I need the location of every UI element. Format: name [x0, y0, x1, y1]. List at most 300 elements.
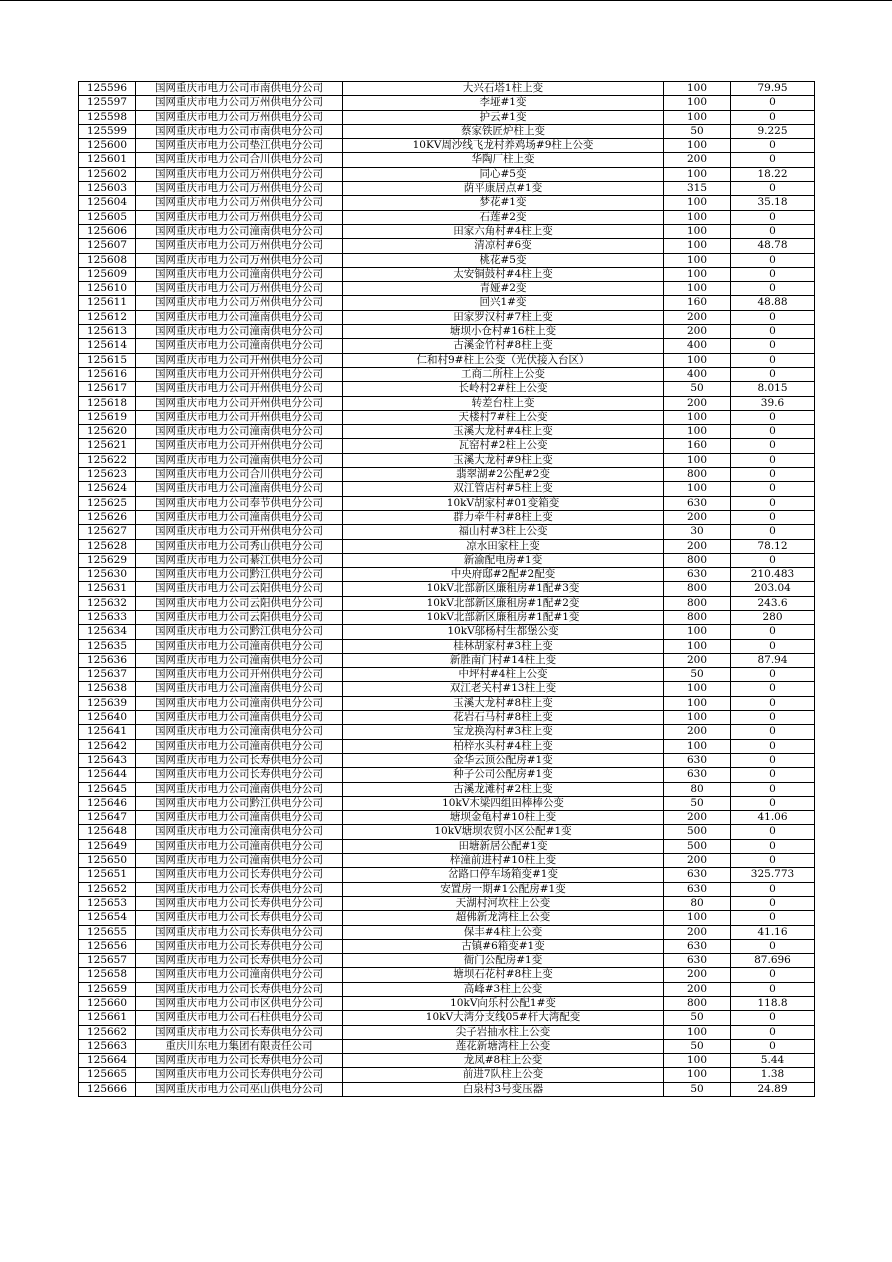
table-row [79, 96, 815, 110]
company-cell: 国网重庆市电力公司开州供电分公司 [136, 525, 343, 539]
load-cell: 243.6 [731, 596, 815, 610]
load-cell: 79.95 [731, 82, 815, 96]
transformer-name-cell: 花岩石马村#8柱上变 [343, 711, 664, 725]
table-row [79, 267, 815, 281]
company-cell: 国网重庆市电力公司黔江供电分公司 [136, 796, 343, 810]
company-cell: 国网重庆市电力公司潼南供电分公司 [136, 811, 343, 825]
capacity-cell: 100 [664, 210, 731, 224]
load-cell: 280 [731, 610, 815, 624]
capacity-cell: 630 [664, 568, 731, 582]
table-row [79, 282, 815, 296]
capacity-cell: 50 [664, 1011, 731, 1025]
table-row [79, 625, 815, 639]
transformer-name-cell: 10kV邬杨村生都堡公变 [343, 625, 664, 639]
id-cell: 125664 [79, 1054, 136, 1068]
transformer-name-cell: 福山村#3柱上公变 [343, 525, 664, 539]
id-cell: 125662 [79, 1025, 136, 1039]
transformer-name-cell: 护云#1变 [343, 110, 664, 124]
id-cell: 125641 [79, 725, 136, 739]
transformer-name-cell: 塘坝金龟村#10柱上变 [343, 811, 664, 825]
capacity-cell: 500 [664, 825, 731, 839]
id-cell: 125614 [79, 339, 136, 353]
company-cell: 国网重庆市电力公司万州供电分公司 [136, 253, 343, 267]
company-cell: 国网重庆市电力公司开州供电分公司 [136, 439, 343, 453]
company-cell: 国网重庆市电力公司万州供电分公司 [136, 282, 343, 296]
company-cell: 国网重庆市电力公司万州供电分公司 [136, 196, 343, 210]
load-cell: 0 [731, 711, 815, 725]
transformer-name-cell: 李垭#1变 [343, 96, 664, 110]
table-row [79, 310, 815, 324]
load-cell: 0 [731, 625, 815, 639]
load-cell: 0 [731, 139, 815, 153]
id-cell: 125600 [79, 139, 136, 153]
load-cell: 0 [731, 982, 815, 996]
table-row [79, 911, 815, 925]
table-row [79, 768, 815, 782]
capacity-cell: 200 [664, 510, 731, 524]
table-row [79, 868, 815, 882]
id-cell: 125603 [79, 182, 136, 196]
capacity-cell: 100 [664, 639, 731, 653]
capacity-cell: 630 [664, 496, 731, 510]
load-cell: 39.6 [731, 396, 815, 410]
company-cell: 国网重庆市电力公司长寿供电分公司 [136, 896, 343, 910]
table-row [79, 553, 815, 567]
company-cell: 国网重庆市电力公司市南供电分公司 [136, 124, 343, 138]
load-cell: 0 [731, 668, 815, 682]
load-cell: 8.015 [731, 382, 815, 396]
id-cell: 125657 [79, 954, 136, 968]
capacity-cell: 400 [664, 367, 731, 381]
transformer-name-cell: 蔡家铁匠炉柱上变 [343, 124, 664, 138]
load-cell: 0 [731, 153, 815, 167]
load-cell: 0 [731, 739, 815, 753]
load-cell: 0 [731, 310, 815, 324]
load-cell: 203.04 [731, 582, 815, 596]
table-row [79, 339, 815, 353]
id-cell: 125666 [79, 1082, 136, 1096]
id-cell: 125604 [79, 196, 136, 210]
capacity-cell: 100 [664, 96, 731, 110]
id-cell: 125622 [79, 453, 136, 467]
transformer-name-cell: 天楼村7#柱上公变 [343, 410, 664, 424]
transformer-name-cell: 10kV塘坝农贸小区公配#1变 [343, 825, 664, 839]
table-row [79, 610, 815, 624]
id-cell: 125608 [79, 253, 136, 267]
id-cell: 125633 [79, 610, 136, 624]
load-cell: 325.773 [731, 868, 815, 882]
load-cell: 0 [731, 496, 815, 510]
table-row [79, 925, 815, 939]
company-cell: 国网重庆市电力公司潼南供电分公司 [136, 310, 343, 324]
capacity-cell: 80 [664, 896, 731, 910]
transformer-name-cell: 种子公司公配房#1变 [343, 768, 664, 782]
transformer-name-cell: 岔路口停车场箱变#1变 [343, 868, 664, 882]
id-cell: 125624 [79, 482, 136, 496]
company-cell: 国网重庆市电力公司潼南供电分公司 [136, 682, 343, 696]
table-row [79, 1025, 815, 1039]
id-cell: 125640 [79, 711, 136, 725]
transformer-name-cell: 玉溪大龙村#4柱上变 [343, 425, 664, 439]
table-body [79, 82, 815, 1097]
id-cell: 125605 [79, 210, 136, 224]
capacity-cell: 800 [664, 596, 731, 610]
capacity-cell: 50 [664, 1082, 731, 1096]
transformer-name-cell: 群力牵牛村#8柱上变 [343, 510, 664, 524]
company-cell: 国网重庆市电力公司开州供电分公司 [136, 367, 343, 381]
capacity-cell: 100 [664, 682, 731, 696]
id-cell: 125617 [79, 382, 136, 396]
company-cell: 国网重庆市电力公司垫江供电分公司 [136, 139, 343, 153]
load-cell: 0 [731, 896, 815, 910]
transformer-name-cell: 白泉村3号变压器 [343, 1082, 664, 1096]
capacity-cell: 50 [664, 382, 731, 396]
id-cell: 125597 [79, 96, 136, 110]
transformer-name-cell: 10kV北部新区廉租房#1配#1变 [343, 610, 664, 624]
load-cell: 118.8 [731, 997, 815, 1011]
load-cell: 24.89 [731, 1082, 815, 1096]
company-cell: 国网重庆市电力公司石柱供电分公司 [136, 1011, 343, 1025]
transformer-name-cell: 10kV北部新区廉租房#1配#3变 [343, 582, 664, 596]
id-cell: 125618 [79, 396, 136, 410]
id-cell: 125625 [79, 496, 136, 510]
id-cell: 125609 [79, 267, 136, 281]
id-cell: 125631 [79, 582, 136, 596]
transformer-name-cell: 古镇#6箱变#1变 [343, 939, 664, 953]
id-cell: 125647 [79, 811, 136, 825]
capacity-cell: 400 [664, 339, 731, 353]
transformer-name-cell: 衙门公配房#1变 [343, 954, 664, 968]
id-cell: 125644 [79, 768, 136, 782]
capacity-cell: 200 [664, 325, 731, 339]
company-cell: 国网重庆市电力公司潼南供电分公司 [136, 725, 343, 739]
table-row [79, 796, 815, 810]
capacity-cell: 100 [664, 453, 731, 467]
table-row [79, 954, 815, 968]
table-row [79, 453, 815, 467]
load-cell: 0 [731, 753, 815, 767]
capacity-cell: 200 [664, 968, 731, 982]
load-cell: 0 [731, 253, 815, 267]
transformer-name-cell: 田家六角村#4柱上变 [343, 224, 664, 238]
table-row [79, 425, 815, 439]
load-cell: 0 [731, 696, 815, 710]
transformer-name-cell: 超佛新龙湾柱上公变 [343, 911, 664, 925]
id-cell: 125596 [79, 82, 136, 96]
capacity-cell: 100 [664, 1054, 731, 1068]
transformer-name-cell: 梓潼前进村#10柱上变 [343, 854, 664, 868]
company-cell: 国网重庆市电力公司合川供电分公司 [136, 468, 343, 482]
id-cell: 125636 [79, 653, 136, 667]
table-row [79, 811, 815, 825]
company-cell: 国网重庆市电力公司潼南供电分公司 [136, 854, 343, 868]
transformer-name-cell: 桃花#5变 [343, 253, 664, 267]
transformer-name-cell: 10kV木梁四组田棒棒公变 [343, 796, 664, 810]
capacity-cell: 315 [664, 182, 731, 196]
capacity-cell: 100 [664, 167, 731, 181]
company-cell: 国网重庆市电力公司长寿供电分公司 [136, 868, 343, 882]
company-cell: 国网重庆市电力公司长寿供电分公司 [136, 1025, 343, 1039]
id-cell: 125611 [79, 296, 136, 310]
company-cell: 国网重庆市电力公司长寿供电分公司 [136, 954, 343, 968]
load-cell: 0 [731, 96, 815, 110]
transformer-name-cell: 中坪村#4柱上公变 [343, 668, 664, 682]
table-row [79, 753, 815, 767]
company-cell: 国网重庆市电力公司开州供电分公司 [136, 382, 343, 396]
transformer-name-cell: 荫平康居点#1变 [343, 182, 664, 196]
capacity-cell: 630 [664, 882, 731, 896]
id-cell: 125632 [79, 596, 136, 610]
load-cell: 41.06 [731, 811, 815, 825]
table-row [79, 539, 815, 553]
capacity-cell: 50 [664, 796, 731, 810]
id-cell: 125639 [79, 696, 136, 710]
transformer-name-cell: 10kV向乐村公配1#变 [343, 997, 664, 1011]
load-cell: 0 [731, 682, 815, 696]
table-row [79, 296, 815, 310]
table-row [79, 139, 815, 153]
id-cell: 125616 [79, 367, 136, 381]
company-cell: 国网重庆市电力公司秀山供电分公司 [136, 539, 343, 553]
company-cell: 国网重庆市电力公司黔江供电分公司 [136, 568, 343, 582]
company-cell: 国网重庆市电力公司长寿供电分公司 [136, 1054, 343, 1068]
company-cell: 国网重庆市电力公司万州供电分公司 [136, 210, 343, 224]
transformer-name-cell: 10kV北部新区廉租房#1配#2变 [343, 596, 664, 610]
transformer-name-cell: 10kV大湾分支线05#杆大湾配变 [343, 1011, 664, 1025]
load-cell: 0 [731, 282, 815, 296]
table-row [79, 997, 815, 1011]
transformer-name-cell: 大兴石塔1柱上变 [343, 82, 664, 96]
id-cell: 125648 [79, 825, 136, 839]
table-row [79, 582, 815, 596]
id-cell: 125646 [79, 796, 136, 810]
capacity-cell: 160 [664, 439, 731, 453]
capacity-cell: 200 [664, 725, 731, 739]
capacity-cell: 630 [664, 753, 731, 767]
table-row [79, 982, 815, 996]
table-row [79, 882, 815, 896]
id-cell: 125651 [79, 868, 136, 882]
load-cell: 0 [731, 882, 815, 896]
capacity-cell: 630 [664, 954, 731, 968]
company-cell: 国网重庆市电力公司万州供电分公司 [136, 96, 343, 110]
capacity-cell: 50 [664, 668, 731, 682]
capacity-cell: 800 [664, 553, 731, 567]
id-cell: 125658 [79, 968, 136, 982]
load-cell: 0 [731, 553, 815, 567]
transformer-name-cell: 翡翠湖#2公配#2变 [343, 468, 664, 482]
transformer-name-cell: 长岭村2#柱上公变 [343, 382, 664, 396]
load-cell: 0 [731, 439, 815, 453]
id-cell: 125654 [79, 911, 136, 925]
table-row [79, 153, 815, 167]
load-cell: 0 [731, 425, 815, 439]
company-cell: 国网重庆市电力公司开州供电分公司 [136, 353, 343, 367]
load-cell: 87.696 [731, 954, 815, 968]
load-cell: 78.12 [731, 539, 815, 553]
load-cell: 210.483 [731, 568, 815, 582]
transformer-name-cell: 仁和村9#柱上公变（光伏接入台区） [343, 353, 664, 367]
company-cell: 国网重庆市电力公司潼南供电分公司 [136, 639, 343, 653]
transformer-name-cell: 高峰#3柱上公变 [343, 982, 664, 996]
transformer-name-cell: 转差台柱上变 [343, 396, 664, 410]
transformer-name-cell: 保丰#4柱上公变 [343, 925, 664, 939]
company-cell: 国网重庆市电力公司云阳供电分公司 [136, 610, 343, 624]
table-row [79, 696, 815, 710]
id-cell: 125661 [79, 1011, 136, 1025]
id-cell: 125598 [79, 110, 136, 124]
table-row [79, 396, 815, 410]
company-cell: 国网重庆市电力公司万州供电分公司 [136, 167, 343, 181]
capacity-cell: 80 [664, 782, 731, 796]
table-row [79, 325, 815, 339]
id-cell: 125627 [79, 525, 136, 539]
table-row [79, 510, 815, 524]
company-cell: 国网重庆市电力公司开州供电分公司 [136, 668, 343, 682]
capacity-cell: 200 [664, 653, 731, 667]
capacity-cell: 200 [664, 153, 731, 167]
id-cell: 125660 [79, 997, 136, 1011]
table-row [79, 739, 815, 753]
id-cell: 125652 [79, 882, 136, 896]
id-cell: 125620 [79, 425, 136, 439]
table-row [79, 525, 815, 539]
table-row [79, 353, 815, 367]
load-cell: 0 [731, 525, 815, 539]
transformer-name-cell: 梦花#1变 [343, 196, 664, 210]
id-cell: 125638 [79, 682, 136, 696]
company-cell: 国网重庆市电力公司长寿供电分公司 [136, 882, 343, 896]
company-cell: 国网重庆市电力公司长寿供电分公司 [136, 768, 343, 782]
id-cell: 125637 [79, 668, 136, 682]
load-cell: 0 [731, 482, 815, 496]
capacity-cell: 100 [664, 739, 731, 753]
table-row [79, 639, 815, 653]
load-cell: 0 [731, 1011, 815, 1025]
company-cell: 重庆川东电力集团有限责任公司 [136, 1039, 343, 1053]
id-cell: 125634 [79, 625, 136, 639]
capacity-cell: 500 [664, 839, 731, 853]
capacity-cell: 630 [664, 868, 731, 882]
transformer-name-cell: 华陶厂柱上变 [343, 153, 664, 167]
id-cell: 125643 [79, 753, 136, 767]
transformer-name-cell: 回兴1#变 [343, 296, 664, 310]
table-row [79, 939, 815, 953]
transformer-name-cell: 玉溪大龙村#8柱上变 [343, 696, 664, 710]
company-cell: 国网重庆市电力公司长寿供电分公司 [136, 753, 343, 767]
capacity-cell: 100 [664, 282, 731, 296]
load-cell: 48.78 [731, 239, 815, 253]
table-row [79, 468, 815, 482]
company-cell: 国网重庆市电力公司市区供电分公司 [136, 997, 343, 1011]
company-cell: 国网重庆市电力公司长寿供电分公司 [136, 1068, 343, 1082]
id-cell: 125607 [79, 239, 136, 253]
capacity-cell: 100 [664, 224, 731, 238]
table-row [79, 210, 815, 224]
id-cell: 125615 [79, 353, 136, 367]
transformer-name-cell: 田塘新居公配#1变 [343, 839, 664, 853]
company-cell: 国网重庆市电力公司长寿供电分公司 [136, 911, 343, 925]
transformer-name-cell: 10kV胡家村#01变箱变 [343, 496, 664, 510]
load-cell: 0 [731, 453, 815, 467]
capacity-cell: 630 [664, 939, 731, 953]
capacity-cell: 100 [664, 139, 731, 153]
company-cell: 国网重庆市电力公司万州供电分公司 [136, 239, 343, 253]
transformer-name-cell: 尖子岩抽水柱上公变 [343, 1025, 664, 1039]
transformer-name-cell: 青娅#2变 [343, 282, 664, 296]
transformer-name-cell: 田家罗汉村#7柱上变 [343, 310, 664, 324]
load-cell: 0 [731, 939, 815, 953]
company-cell: 国网重庆市电力公司潼南供电分公司 [136, 339, 343, 353]
table-row [79, 410, 815, 424]
load-cell: 0 [731, 468, 815, 482]
id-cell: 125649 [79, 839, 136, 853]
load-cell: 0 [731, 367, 815, 381]
capacity-cell: 200 [664, 854, 731, 868]
company-cell: 国网重庆市电力公司潼南供电分公司 [136, 968, 343, 982]
transformer-name-cell: 新胜南门村#14柱上变 [343, 653, 664, 667]
table-row [79, 682, 815, 696]
capacity-cell: 800 [664, 582, 731, 596]
transformer-name-cell: 太安铜鼓村#4柱上变 [343, 267, 664, 281]
company-cell: 国网重庆市电力公司綦江供电分公司 [136, 553, 343, 567]
id-cell: 125623 [79, 468, 136, 482]
load-cell: 0 [731, 267, 815, 281]
transformer-name-cell: 莲花新塘湾柱上公变 [343, 1039, 664, 1053]
id-cell: 125630 [79, 568, 136, 582]
transformer-name-cell: 同心#5变 [343, 167, 664, 181]
id-cell: 125613 [79, 325, 136, 339]
table-row [79, 224, 815, 238]
capacity-cell: 100 [664, 82, 731, 96]
id-cell: 125663 [79, 1039, 136, 1053]
load-cell: 0 [731, 339, 815, 353]
load-cell: 41.16 [731, 925, 815, 939]
load-cell: 0 [731, 968, 815, 982]
transformer-name-cell: 玉溪大龙村#9柱上变 [343, 453, 664, 467]
table-row [79, 482, 815, 496]
company-cell: 国网重庆市电力公司黔江供电分公司 [136, 625, 343, 639]
load-cell: 0 [731, 725, 815, 739]
capacity-cell: 100 [664, 267, 731, 281]
company-cell: 国网重庆市电力公司潼南供电分公司 [136, 782, 343, 796]
company-cell: 国网重庆市电力公司长寿供电分公司 [136, 925, 343, 939]
table-row [79, 596, 815, 610]
id-cell: 125629 [79, 553, 136, 567]
company-cell: 国网重庆市电力公司万州供电分公司 [136, 110, 343, 124]
transformer-name-cell: 天湖村河坎柱上公变 [343, 896, 664, 910]
company-cell: 国网重庆市电力公司潼南供电分公司 [136, 425, 343, 439]
load-cell: 0 [731, 1025, 815, 1039]
capacity-cell: 160 [664, 296, 731, 310]
table-row [79, 1054, 815, 1068]
capacity-cell: 100 [664, 1068, 731, 1082]
capacity-cell: 200 [664, 811, 731, 825]
company-cell: 国网重庆市电力公司潼南供电分公司 [136, 267, 343, 281]
load-cell: 35.18 [731, 196, 815, 210]
capacity-cell: 200 [664, 396, 731, 410]
company-cell: 国网重庆市电力公司云阳供电分公司 [136, 596, 343, 610]
load-cell: 87.94 [731, 653, 815, 667]
capacity-cell: 800 [664, 997, 731, 1011]
load-cell: 0 [731, 825, 815, 839]
load-cell: 0 [731, 410, 815, 424]
load-cell: 0 [731, 110, 815, 124]
id-cell: 125653 [79, 896, 136, 910]
company-cell: 国网重庆市电力公司巫山供电分公司 [136, 1082, 343, 1096]
table-row [79, 968, 815, 982]
transformer-name-cell: 古溪金竹村#8柱上变 [343, 339, 664, 353]
